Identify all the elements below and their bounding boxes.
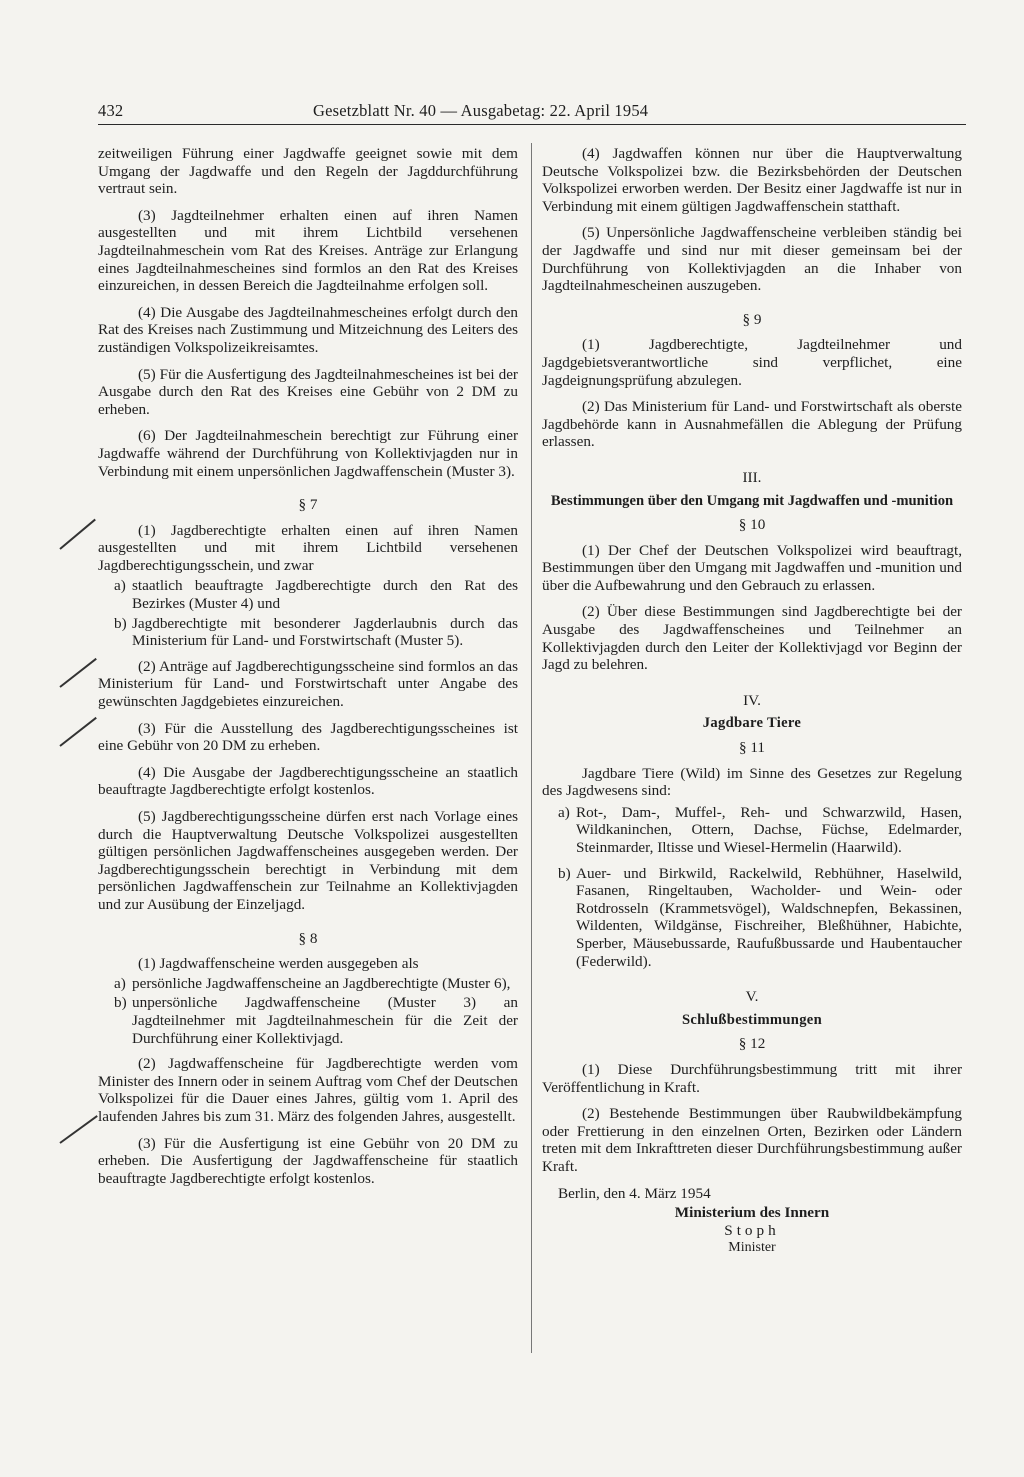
page-number: 432	[98, 101, 124, 120]
list-text: Auer- und Birkwild, Rackelwild, Rebhühner, Haselwild, Fasanen, Ringeltauben, Wacholder- und Wein- oder Rotdrosseln (Krammetsvögel), Waldschnepfen, Bekassinen, Wildenten, Wildgänse, Fischreiher, Bleßhühner, Habichte, Sperber, Mäusebussarde, Raufußbussarde und Haubentaucher (Federwild).	[576, 864, 962, 970]
list-text: Jagdberechtigte mit besonderer Jagderlaubnis durch das Ministerium für Land- und Forstwirtschaft (Muster 5).	[132, 614, 518, 650]
paragraph: (5) Jagdberechtigungsscheine dürfen erst nach Vorlage eines durch die Hauptverwaltung Deutsche Volkspolizei ausgestellten gültigen persönlichen Jagdwaffenscheines ausgegeben werden. Der Jagdberechtigungsschein berechtigt in Verbindung mit dem persönlichen Jagdwaffenschein zur Teilnahme an Kollektivjagden und zur Ausübung der Einzeljagd.	[98, 808, 518, 913]
column-divider	[531, 143, 532, 1353]
part-number: V.	[745, 988, 759, 1006]
list-text: Rot-, Dam-, Muffel-, Reh- und Schwarzwild, Hasen, Wildkaninchen, Ottern, Dachse, Füchse, Edelmarder, Steinmarder, Iltisse und Wiesel-Hermelin (Haarwild).	[576, 803, 962, 856]
paragraph: (3) Für die Ausfertigung ist eine Gebühr von 20 DM zu erheben. Die Ausfertigung der Jagdwaffenscheine für staatlich beauftragte Jagdberechtigte erfolgt kostenlos.	[98, 1134, 518, 1187]
section-heading: § 7	[298, 496, 318, 514]
paragraph: zeitweiligen Führung einer Jagdwaffe geeignet sowie mit dem Umgang der Jagdwaffe und den Regeln der Jagddurchführung vertraut sein.	[98, 145, 518, 198]
margin-mark	[59, 1115, 97, 1144]
right-column	[542, 145, 962, 1257]
list-label: a)	[558, 803, 570, 821]
part-title: Jagdbare Tiere	[702, 715, 802, 732]
paragraph: (6) Der Jagdteilnahmeschein berechtigt zur Führung einer Jagdwaffe während der Durchführung von Kollektivjagden nur in Verbindung mit einem unpersönlichen Jagdwaffenschein (Muster 3).	[98, 427, 518, 480]
paragraph: (5) Unpersönliche Jagdwaffenscheine verbleiben ständig bei der Jagdwaffe und sind nur mit dieser gemeinsam bei der Durchführung von Kollektivjagden an die Inhaber von Jagdteilnahmescheinen auszugeben.	[542, 224, 962, 295]
list-text: persönliche Jagdwaffenscheine an Jagdberechtigte (Muster 6),	[132, 974, 511, 992]
section-heading: § 8	[298, 929, 318, 947]
part-number: IV.	[743, 691, 761, 709]
signature-place-date: Berlin, den 4. März 1954	[558, 1184, 711, 1202]
list-item	[98, 975, 518, 993]
header-rule	[98, 124, 966, 125]
section-heading: § 11	[738, 739, 765, 757]
list-item	[542, 865, 962, 971]
list-label: b)	[114, 614, 127, 632]
paragraph: (1) Der Chef der Deutschen Volkspolizei wird beauftragt, Bestimmungen über den Umgang mit Jagdwaffen und -munition und über die Aufbewahrung und den Gebrauch zu erlassen.	[542, 541, 962, 594]
part-number: III.	[742, 468, 762, 486]
paragraph: (1) Jagdwaffenscheine werden ausgegeben als	[138, 955, 419, 973]
signature-organization: Ministerium des Innern	[674, 1204, 830, 1222]
margin-mark	[59, 519, 96, 550]
left-column	[98, 145, 518, 1196]
section-heading: § 10	[738, 516, 766, 534]
list-label: a)	[114, 577, 126, 595]
paragraph: (2) Über diese Bestimmungen sind Jagdberechtigte bei der Ausgabe des Jagdwaffenscheines und Teilnehmer an Kollektivjagden durch den Leiter der Kollektivjagd vor Beginn der Jagd zu belehren.	[542, 603, 962, 674]
margin-mark	[59, 717, 96, 747]
signature-name: Stoph	[724, 1221, 780, 1239]
list-text: unpersönliche Jagdwaffenscheine (Muster 3) an Jagdteilnehmer mit Jagdteilnahmeschein für die Zeit der Durchführung einer Kollektivjagd.	[132, 994, 518, 1047]
part-title: Bestimmungen über den Umgang mit Jagdwaffen und -munition	[550, 492, 954, 509]
list-item	[98, 994, 518, 1047]
list-item	[542, 804, 962, 857]
paragraph: (2) Das Ministerium für Land- und Forstwirtschaft als oberste Jagdbehörde kann in Ausnahmefällen die Ablegung der Prüfung erlassen.	[542, 398, 962, 451]
paragraph: (4) Die Ausgabe des Jagdteilnahmescheines erfolgt durch den Rat des Kreises nach Zustimmung und Mitzeichnung des Leiters des zuständigen Volkspolizeikreisamtes.	[98, 303, 518, 356]
list-item	[98, 577, 518, 612]
paragraph: (1) Diese Durchführungsbestimmung tritt mit ihrer Veröffentlichung in Kraft.	[542, 1060, 962, 1096]
paragraph: (5) Für die Ausfertigung des Jagdteilnahmescheines ist bei der Ausgabe durch den Rat des Kreises eine Gebühr von 2 DM zu erheben.	[98, 365, 518, 418]
section-heading: § 12	[738, 1035, 766, 1053]
paragraph: (4) Jagdwaffen können nur über die Hauptverwaltung Deutsche Volkspolizei bzw. die Bezirksbehörden der Deutschen Volkspolizei erworben werden. Der Besitz einer Jagdwaffe ist nur in Verbindung mit einem gültigen Jagdwaffenschein statthaft.	[542, 145, 962, 215]
paragraph: (2) Bestehende Bestimmungen über Raubwildbekämpfung oder Frettierung in den einzelnen Orten, Bezirken oder Ländern treten mit dem Inkrafttreten dieser Durchführungsbestimmung außer Kraft.	[542, 1105, 962, 1175]
list-label: b)	[558, 864, 571, 882]
paragraph: (4) Die Ausgabe der Jagdberechtigungsscheine an staatlich beauftragte Jagdberechtigte erfolgt kostenlos.	[98, 763, 518, 799]
running-title: Gesetzblatt Nr. 40 — Ausgabetag: 22. April 1954	[313, 101, 649, 120]
section-heading: § 9	[742, 310, 762, 328]
signature-role: Minister	[728, 1240, 776, 1256]
list-text: staatlich beauftragte Jagdberechtigte durch den Rat des Bezirkes (Muster 4) und	[132, 577, 518, 613]
list-label: a)	[114, 974, 126, 992]
part-title: Schlußbestimmungen	[681, 1011, 823, 1028]
paragraph: (3) Jagdteilnehmer erhalten einen auf ihren Namen ausgestellten und mit ihrem Lichtbild versehenen Jagdteilnahmeschein vom Rat des Kreises. Anträge zur Erlangung eines Jagdteilnahmescheines sind formlos an den Rat des Kreises einzureichen, in dessen Bereich die Jagdteilnahme erfolgen soll.	[98, 206, 518, 295]
list-label: b)	[114, 994, 127, 1012]
margin-mark	[59, 658, 96, 688]
list-item	[98, 615, 518, 650]
paragraph: (2) Anträge auf Jagdberechtigungsscheine sind formlos an das Ministerium für Land- und Forstwirtschaft unter Angabe des gewünschten Jagdgebietes einzureichen.	[98, 657, 518, 711]
paragraph: (1) Jagdberechtigte erhalten einen auf ihren Namen ausgestellten und mit ihrem Lichtbild versehenen Jagdberechtigungsschein, und zwar	[98, 521, 518, 574]
paragraph: Jagdbare Tiere (Wild) im Sinne des Gesetzes zur Regelung des Jagdwesens sind:	[542, 764, 962, 800]
paragraph: (2) Jagdwaffenscheine für Jagdberechtigte werden vom Minister des Innern oder in seinem Auftrag vom Chef der Deutschen Volkspolizei für die Dauer eines Jahres, gültig vom 1. April des laufenden Jahres bis zum 31. März des folgenden Jahres, ausgestellt.	[98, 1055, 518, 1125]
paragraph: (1) Jagdberechtigte, Jagdteilnehmer und Jagdgebietsverantwortliche sind verpflichet, eine Jagdeignungsprüfung abzulegen.	[542, 336, 962, 389]
paragraph: (3) Für die Ausstellung des Jagdberechtigungsscheines ist eine Gebühr von 20 DM zu erheben.	[98, 719, 518, 755]
